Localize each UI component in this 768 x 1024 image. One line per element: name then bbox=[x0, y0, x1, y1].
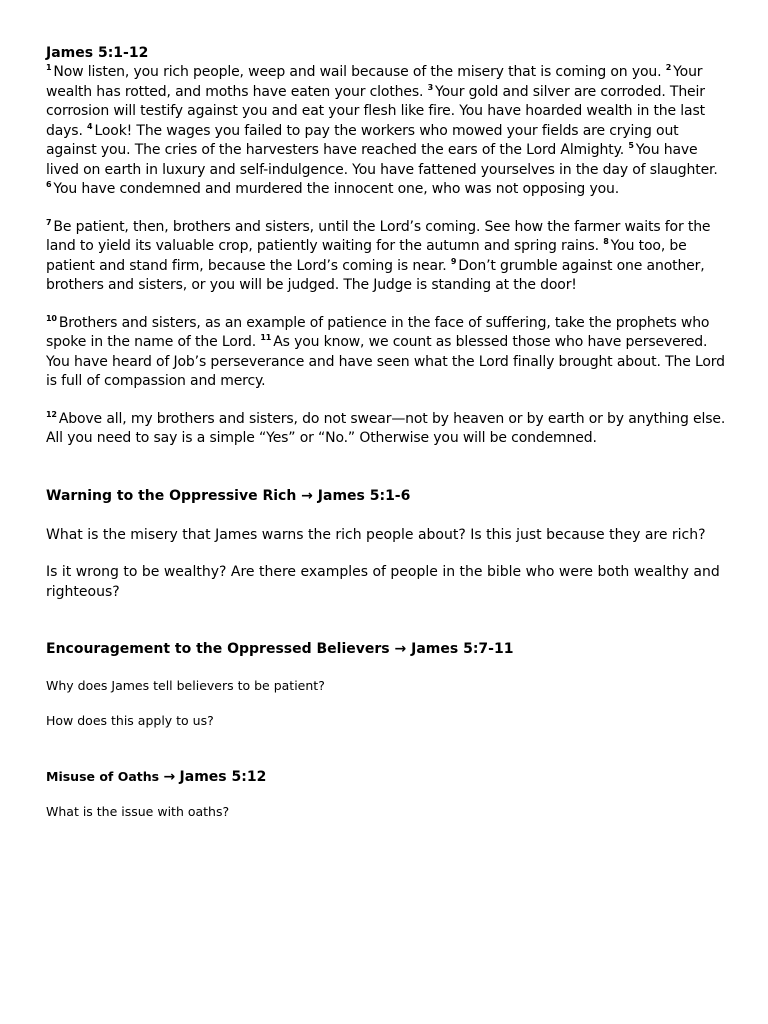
verse-number: 11 bbox=[260, 333, 272, 343]
heading-text: Encouragement to the Oppressed Believers bbox=[46, 641, 390, 657]
scripture-paragraph bbox=[46, 410, 726, 449]
discussion-question: What is the misery that James warns the rich people about? Is this just because they are rich? bbox=[46, 526, 706, 543]
study-page bbox=[46, 43, 726, 821]
verse-text: You too, be patient and stand firm, because the Lord’s coming is near. bbox=[46, 238, 687, 274]
section-misuse-of-oaths bbox=[46, 768, 726, 821]
verse-number: 4 bbox=[87, 121, 93, 131]
discussion-question: How does this apply to us? bbox=[46, 713, 214, 728]
verse-number: 6 bbox=[46, 180, 52, 190]
heading-reference: James 5:7-11 bbox=[411, 641, 514, 657]
verse-text: You have condemned and murdered the innocent one, who was not opposing you. bbox=[53, 181, 620, 197]
scripture-paragraph bbox=[46, 63, 726, 200]
arrow-right-icon: → bbox=[163, 769, 176, 785]
verse-number: 7 bbox=[46, 217, 52, 227]
verse-text: Your wealth has rotted, and moths have eaten your clothes. bbox=[46, 64, 703, 100]
verse-number: 5 bbox=[628, 141, 634, 151]
verse-number: 8 bbox=[603, 237, 609, 247]
section-heading bbox=[46, 768, 726, 786]
verse-text: As you know, we count as blessed those who have persevered. You have heard of Job’s perseverance and have seen what the Lord finally brought about. The Lord is full of compassion and mercy. bbox=[46, 334, 725, 389]
heading-reference: James 5:1-6 bbox=[317, 487, 411, 504]
scripture-title: James 5:1-12 bbox=[46, 45, 149, 61]
arrow-right-icon: → bbox=[394, 641, 407, 657]
scripture-paragraph bbox=[46, 218, 726, 296]
scripture-passage bbox=[46, 63, 726, 449]
section-oppressed-believers bbox=[46, 640, 726, 730]
verse-number: 2 bbox=[665, 63, 672, 73]
discussion-question: Why does James tell believers to be patient? bbox=[46, 678, 325, 693]
section-oppressive-rich bbox=[46, 487, 726, 603]
discussion-question: What is the issue with oaths? bbox=[46, 804, 230, 819]
verse-number: 10 bbox=[46, 313, 57, 323]
verse-text: Above all, my brothers and sisters, do not swear—not by heaven or by earth or by anything else. All you need to say is a simple “Yes” or “No.” Otherwise you will be condemned. bbox=[46, 410, 726, 446]
arrow-right-icon: → bbox=[301, 487, 313, 504]
verse-text: Brothers and sisters, as an example of patience in the face of suffering, take the prophets who spoke in the name of the Lord. bbox=[46, 314, 710, 350]
verse-text: You have lived on earth in luxury and self-indulgence. You have fattened yourselves in the day of slaughter. bbox=[46, 142, 718, 178]
verse-text: Look! The wages you failed to pay the workers who mowed your fields are crying out against you. The cries of the harvesters have reached the ears of the Lord Almighty. bbox=[46, 122, 679, 158]
section-heading bbox=[46, 640, 726, 659]
verse-number: 3 bbox=[427, 82, 434, 92]
section-heading bbox=[46, 487, 726, 506]
scripture-paragraph bbox=[46, 314, 726, 392]
heading-text: Warning to the Oppressive Rich bbox=[46, 487, 297, 504]
verse-number: 1 bbox=[46, 63, 52, 73]
verse-number: 12 bbox=[46, 409, 57, 419]
verse-text: Your gold and silver are corroded. Their corrosion will testify against you and eat your flesh like fire. You have hoarded wealth in the last days. bbox=[46, 83, 705, 139]
discussion-question: Is it wrong to be wealthy? Are there examples of people in the bible who were both wealthy and righteous? bbox=[46, 564, 720, 600]
verse-text: Don’t grumble against one another, brothers and sisters, or you will be judged. The Judge is standing at the door! bbox=[46, 257, 705, 293]
verse-text: Be patient, then, brothers and sisters, until the Lord’s coming. See how the farmer waits for the land to yield its valuable crop, patiently waiting for the autumn and spring rains. bbox=[46, 218, 711, 254]
heading-reference: James 5:12 bbox=[179, 769, 267, 785]
verse-number: 9 bbox=[450, 256, 457, 266]
verse-text: Now listen, you rich people, weep and wail because of the misery that is coming on you. bbox=[53, 64, 666, 80]
heading-text: Misuse of Oaths bbox=[46, 769, 160, 784]
